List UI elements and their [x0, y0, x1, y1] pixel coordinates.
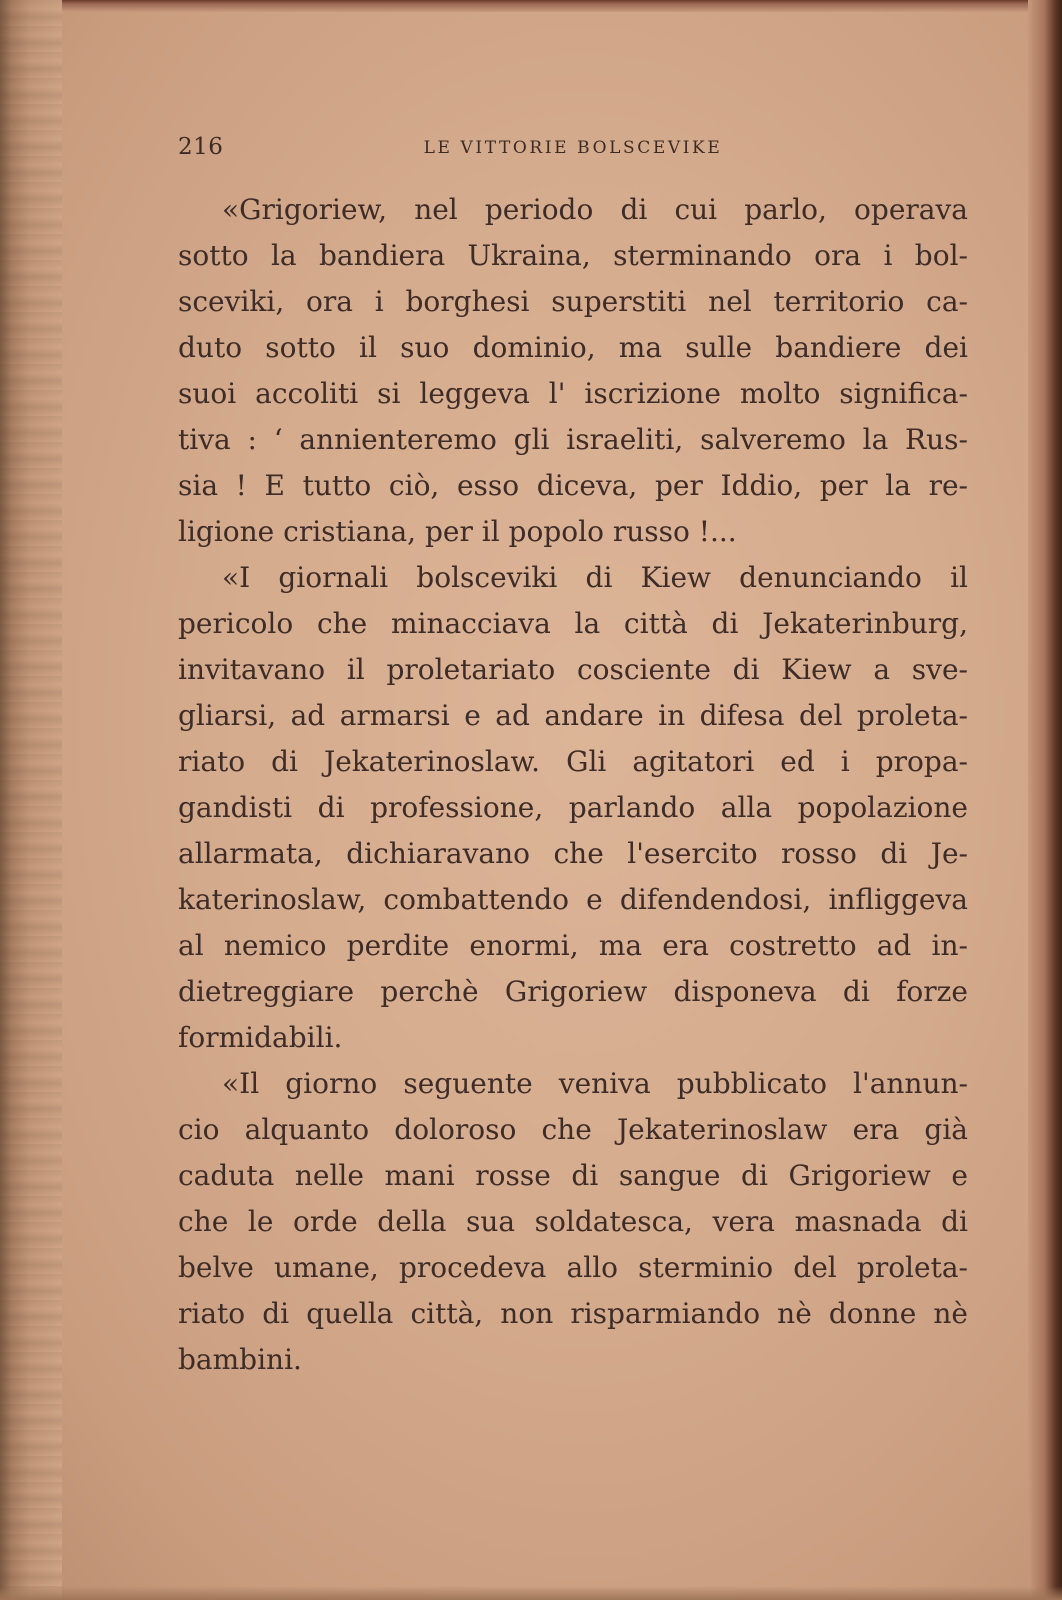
text-line: sceviki, ora i borghesi superstiti nel territorio ca-: [178, 285, 968, 318]
page-top-edge: [0, 0, 1062, 12]
text-line: riato di quella città, non risparmiando nè donne nè: [178, 1297, 968, 1330]
running-title: LE VITTORIE BOLSCEVIKE: [423, 138, 723, 158]
paragraph: [178, 555, 968, 1061]
page-header: [178, 134, 968, 166]
page-right-edge: [1028, 0, 1062, 1600]
text-line: caduta nelle mani rosse di sangue di Grigoriew e: [178, 1159, 968, 1192]
text-line: allarmata, dichiaravano che l'esercito rosso di Je-: [178, 837, 968, 870]
text-line: al nemico perdite enormi, ma era costretto ad in-: [178, 929, 968, 962]
text-line: tiva : ‘ annienteremo gli israeliti, salveremo la Rus-: [178, 423, 968, 456]
text-line: suoi accoliti si leggeva l' iscrizione molto significa-: [178, 377, 968, 410]
paragraph: [178, 1061, 968, 1383]
text-line: che le orde della sua soldatesca, vera masnada di: [178, 1205, 968, 1238]
text-line: katerinoslaw, combattendo e difendendosi, infliggeva: [178, 883, 968, 916]
text-line: riato di Jekaterinoslaw. Gli agitatori ed i propa-: [178, 745, 968, 778]
text-line: ligione cristiana, per il popolo russo !...: [178, 515, 737, 548]
text-line: «Grigoriew, nel periodo di cui parlo, operava: [222, 193, 968, 226]
text-line: duto sotto il suo dominio, ma sulle bandiere dei: [178, 331, 968, 364]
text-line: «I giornali bolsceviki di Kiew denunciando il: [222, 561, 968, 594]
text-line: sotto la bandiera Ukraina, sterminando ora i bol-: [178, 239, 968, 272]
paragraph: [178, 187, 968, 555]
text-line: invitavano il proletariato cosciente di Kiew a sve-: [178, 653, 968, 686]
text-line: bambini.: [178, 1343, 302, 1376]
text-line: dietreggiare perchè Grigoriew disponeva di forze: [178, 975, 968, 1008]
body-text: [178, 187, 968, 1383]
text-line: gandisti di professione, parlando alla popolazione: [178, 791, 968, 824]
page-binding-edge: [0, 0, 62, 1600]
text-line: belve umane, procedeva allo sterminio del proleta-: [178, 1251, 968, 1284]
page-number: 216: [178, 134, 224, 160]
text-line: sia ! E tutto ciò, esso diceva, per Iddio, per la re-: [178, 469, 968, 502]
text-line: formidabili.: [178, 1021, 343, 1054]
text-line: «Il giorno seguente veniva pubblicato l'annun-: [222, 1067, 968, 1100]
text-line: gliarsi, ad armarsi e ad andare in difesa del proleta-: [178, 699, 968, 732]
text-line: cio alquanto doloroso che Jekaterinoslaw era già: [178, 1113, 968, 1146]
text-line: pericolo che minacciava la città di Jekaterinburg,: [178, 607, 968, 640]
page-bottom-edge: [0, 1586, 1062, 1600]
